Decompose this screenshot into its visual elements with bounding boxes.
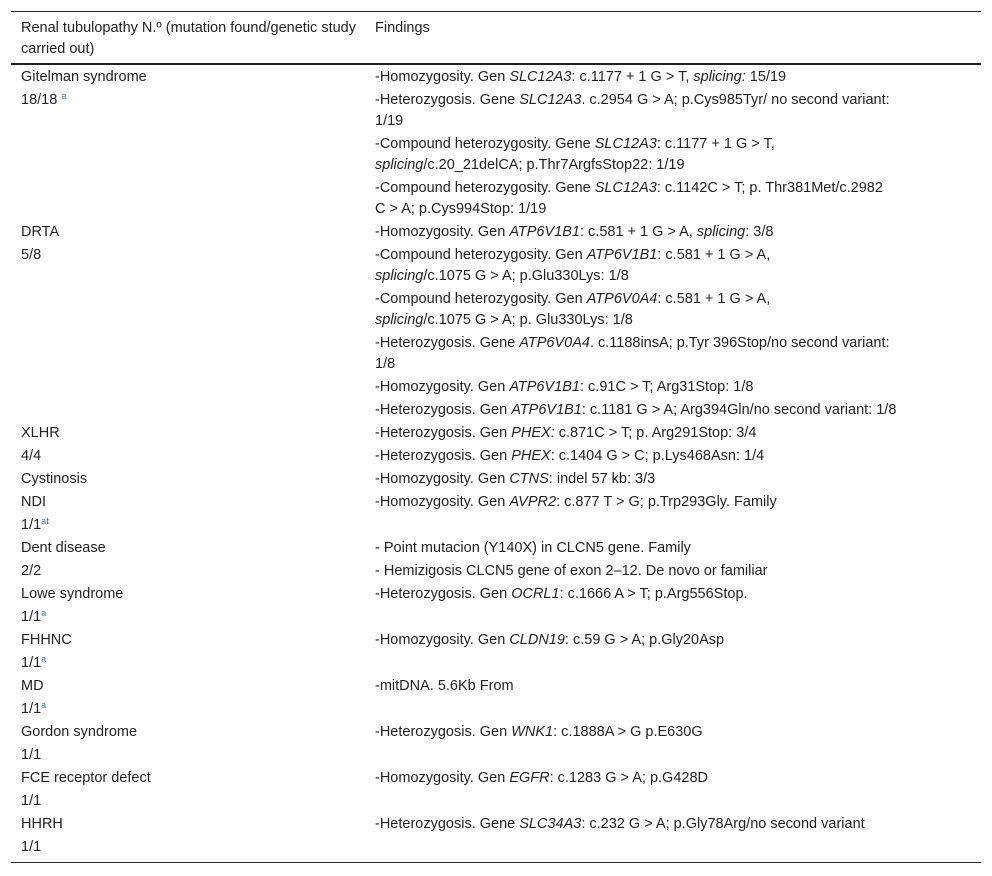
row-count: 1/1 bbox=[21, 747, 42, 763]
finding-line: -Homozygosity. Gen ATP6V1B1: c.581 + 1 G > A, splicing: 3/8 bbox=[375, 224, 774, 240]
finding-line: -Heterozygosis. Gen WNK1: c.1888A > G p.E630G bbox=[375, 724, 703, 740]
finding-line: -mitDNA. 5.6Kb From bbox=[375, 678, 514, 694]
finding-line: -Heterozygosis. Gene SLC34A3: c.232 G > A; p.Gly78Arg/no second variant bbox=[375, 816, 865, 832]
row-count: 1/1$^a$ bbox=[21, 654, 47, 671]
row-name: MD bbox=[21, 678, 44, 694]
row-count: 1/1 bbox=[21, 839, 42, 855]
finding-line: -Homozygosity. Gen ATP6V1B1: c.91C > T; Arg31Stop: 1/8 bbox=[375, 379, 754, 395]
finding-line: -Homozygosity. Gen SLC12A3: c.1177 + 1 G > T, splicing: 15/19 bbox=[375, 69, 787, 85]
row-count: 18/18 $^a$ bbox=[21, 91, 67, 108]
row-name: NDI bbox=[21, 494, 46, 510]
finding-line: - Hemizigosis CLCN5 gene of exon 2–12. De novo or familiar bbox=[375, 563, 768, 579]
header-tubulopathy: Renal tubulopathy N.º (mutation found/genetic study carried out) bbox=[21, 20, 356, 57]
finding-line: -Compound heterozygosity. Gene SLC12A3: c.1142C > T; p. Thr381Met/c.2982 bbox=[375, 180, 883, 196]
finding-line: C > A; p.Cys994Stop: 1/19 bbox=[375, 201, 547, 217]
finding-line: -Heterozygosis. Gen PHEX: c.871C > T; p. Arg291Stop: 3/4 bbox=[375, 425, 757, 441]
row-name: Cystinosis bbox=[21, 471, 88, 487]
row-count: 1/1$^a$ bbox=[21, 608, 47, 625]
finding-line: 1/19 bbox=[375, 113, 404, 129]
finding-line: -Homozygosity. Gen CTNS: indel 57 kb: 3/3 bbox=[375, 471, 656, 487]
finding-line: -Heterozygosis. Gene SLC12A3. c.2954 G > A; p.Cys985Tyr/ no second variant: bbox=[375, 92, 890, 108]
finding-line: -Homozygosity. Gen EGFR: c.1283 G > A; p.G428D bbox=[375, 770, 708, 786]
finding-line: -Heterozygosis. Gen OCRL1: c.1666 A > T; p.Arg556Stop. bbox=[375, 586, 748, 602]
finding-line: - Point mutacion (Y140X) in CLCN5 gene. Family bbox=[375, 540, 691, 556]
finding-line: splicing/c.1075 G > A; p. Glu330Lys: 1/8 bbox=[375, 312, 633, 328]
row-count: 1/1 bbox=[21, 793, 42, 809]
row-name: Gordon syndrome bbox=[21, 724, 138, 740]
finding-line: -Heterozygosis. Gen ATP6V1B1: c.1181 G > A; Arg394Gln/no second variant: 1/8 bbox=[375, 402, 897, 418]
finding-line: splicing/c.20_21delCA; p.Thr7ArgfsStop22: 1/19 bbox=[375, 157, 685, 173]
row-name: XLHR bbox=[21, 425, 60, 441]
finding-line: -Homozygosity. Gen CLDN19: c.59 G > A; p.Gly20Asp bbox=[375, 632, 725, 648]
finding-line: -Homozygosity. Gen AVPR2: c.877 T > G; p.Trp293Gly. Family bbox=[375, 494, 777, 510]
row-name: FCE receptor defect bbox=[21, 770, 151, 786]
row-count: 1/1$^a$ bbox=[21, 700, 47, 717]
row-name: DRTA bbox=[21, 224, 60, 240]
row-count: $1/1^{at}$ bbox=[21, 516, 49, 533]
finding-line: -Heterozygosis. Gene ATP6V0A4. c.1188insA; p.Tyr 396Stop/no second variant: bbox=[375, 335, 890, 351]
row-count: 4/4 bbox=[21, 448, 42, 464]
finding-line: -Heterozygosis. Gen PHEX: c.1404 G > C; p.Lys468Asn: 1/4 bbox=[375, 448, 765, 464]
finding-line: 1/8 bbox=[375, 356, 396, 372]
finding-line: splicing/c.1075 G > A; p.Glu330Lys: 1/8 bbox=[375, 268, 629, 284]
table-body bbox=[11, 65, 981, 863]
row-name: Gitelman syndrome bbox=[21, 69, 147, 85]
table-header bbox=[11, 12, 981, 65]
results-table bbox=[11, 11, 981, 863]
row-count: 2/2 bbox=[21, 563, 42, 579]
header-findings: Findings bbox=[375, 20, 430, 36]
finding-line: -Compound heterozygosity. Gene SLC12A3: c.1177 + 1 G > T, bbox=[375, 136, 775, 152]
row-name: HHRH bbox=[21, 816, 63, 832]
finding-line: -Compound heterozygosity. Gen ATP6V0A4: c.581 + 1 G > A, bbox=[375, 291, 771, 307]
row-name: Lowe syndrome bbox=[21, 586, 124, 602]
row-name: Dent disease bbox=[21, 540, 106, 556]
row-name: FHHNC bbox=[21, 632, 72, 648]
finding-line: -Compound heterozygosity. Gen ATP6V1B1: c.581 + 1 G > A, bbox=[375, 247, 771, 263]
row-count: 5/8 bbox=[21, 247, 42, 263]
